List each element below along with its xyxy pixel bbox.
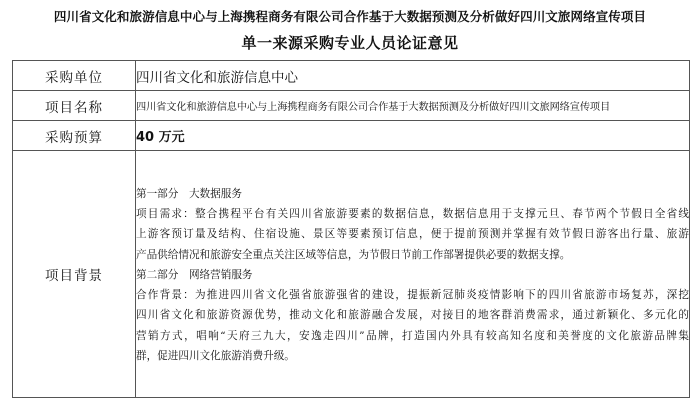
document-title-line-2: 单一来源采购专业人员论证意见 bbox=[241, 34, 459, 52]
budget-label: 采购预算 bbox=[13, 121, 136, 151]
purchasing-unit-value: 四川省文化和旅游信息中心 bbox=[136, 61, 690, 91]
budget-value: 40 万元 bbox=[136, 121, 690, 151]
background-text-line: 群，促进四川文化旅游消费升级。 bbox=[136, 349, 295, 362]
background-text-line: 上游客预订量及结构、住宿设施、景区等要素预订信息，便于提前预测并掌握有效节假日游客出行量、旅游 bbox=[136, 228, 689, 241]
project-name-label: 项目名称 bbox=[13, 91, 136, 121]
row-project-background bbox=[13, 151, 690, 398]
project-background-label: 项目背景 bbox=[13, 151, 136, 398]
row-project-name bbox=[13, 91, 690, 121]
document-title-line-1: 四川省文化和旅游信息中心与上海携程商务有限公司合作基于大数据预测及分析做好四川文旅网络宣传项目 bbox=[53, 9, 647, 24]
opinion-form-table bbox=[12, 60, 690, 398]
row-purchasing-unit bbox=[13, 61, 690, 91]
section-1-heading: 第一部分 大数据服务 bbox=[136, 188, 242, 201]
background-text-line: 合作背景：为推进四川省文化强省旅游强省的建设，提振新冠肺炎疫情影响下的四川省旅游市场复苏，深挖 bbox=[136, 289, 689, 302]
project-background-value bbox=[136, 151, 690, 398]
background-text-line: 四川省文化和旅游资源优势，推动文化和旅游融合发展，对接目的地客群消费需求，通过新颖化、多元化的 bbox=[136, 309, 689, 322]
background-text-line: 营销方式，唱响“天府三九大，安逸走四川”品牌，打造国内外具有较高知名度和美誉度的文化旅游品牌集 bbox=[136, 329, 689, 342]
background-text-line: 项目需求：整合携程平台有关四川省旅游要素的数据信息，数据信息用于支撑元旦、春节两个节假日全省线 bbox=[136, 208, 689, 221]
purchasing-unit-label: 采购单位 bbox=[13, 61, 136, 91]
row-budget bbox=[13, 121, 690, 151]
section-2-heading: 第二部分 网络营销服务 bbox=[136, 268, 253, 281]
project-name-value: 四川省文化和旅游信息中心与上海携程商务有限公司合作基于大数据预测及分析做好四川文旅网络宣传项目 bbox=[136, 91, 690, 121]
background-text-line: 产品供给情况和旅游安全重点关注区域等信息，为节假日节前工作部署提供必要的数据支撑。 bbox=[136, 248, 571, 261]
